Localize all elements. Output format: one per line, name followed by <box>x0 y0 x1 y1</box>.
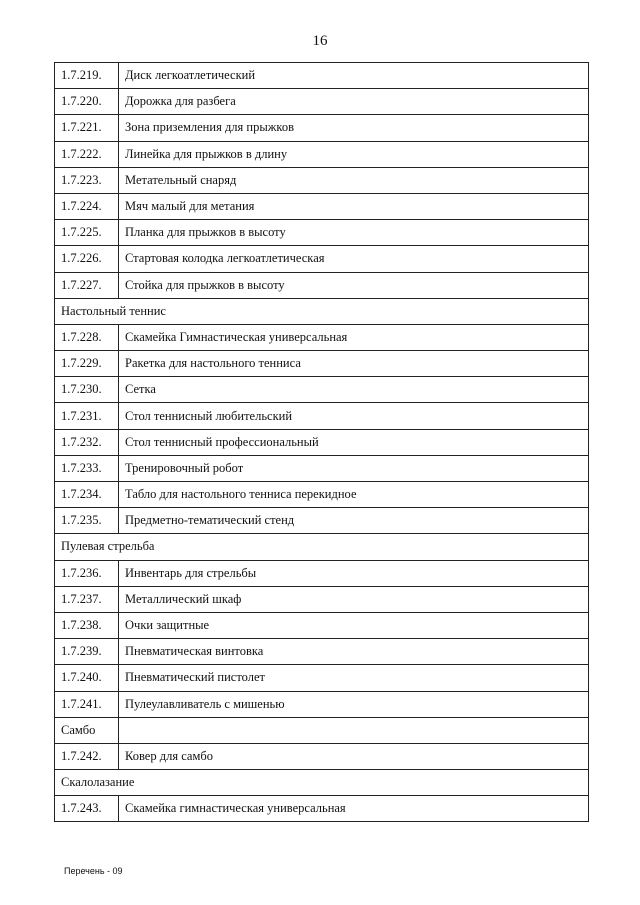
empty-cell <box>119 717 589 743</box>
item-name: Стол теннисный профессиональный <box>119 429 589 455</box>
item-name: Стол теннисный любительский <box>119 403 589 429</box>
item-name: Инвентарь для стрельбы <box>119 560 589 586</box>
table-row <box>55 691 589 717</box>
item-name: Пневматическая винтовка <box>119 639 589 665</box>
item-number: 1.7.239. <box>55 639 119 665</box>
item-number: 1.7.234. <box>55 482 119 508</box>
item-name: Тренировочный робот <box>119 455 589 481</box>
item-name: Линейка для прыжков в длину <box>119 141 589 167</box>
item-name: Мяч малый для метания <box>119 193 589 219</box>
item-number: 1.7.238. <box>55 612 119 638</box>
table-row <box>55 115 589 141</box>
section-header-row <box>55 534 589 560</box>
item-number: 1.7.220. <box>55 89 119 115</box>
item-name: Ракетка для настольного тенниса <box>119 351 589 377</box>
page-number: 16 <box>312 33 328 49</box>
item-number: 1.7.219. <box>55 63 119 89</box>
item-name: Ковер для самбо <box>119 743 589 769</box>
section-title: Скалолазание <box>55 770 589 796</box>
item-name: Диск легкоатлетический <box>119 63 589 89</box>
table-row <box>55 193 589 219</box>
item-name: Очки защитные <box>119 612 589 638</box>
item-name: Табло для настольного тенниса перекидное <box>119 482 589 508</box>
item-number: 1.7.222. <box>55 141 119 167</box>
item-number: 1.7.230. <box>55 377 119 403</box>
item-name: Скамейка гимнастическая универсальная <box>119 796 589 822</box>
table-row <box>55 455 589 481</box>
item-number: 1.7.236. <box>55 560 119 586</box>
section-header-row <box>55 770 589 796</box>
section-title: Самбо <box>55 717 119 743</box>
item-number: 1.7.227. <box>55 272 119 298</box>
item-number: 1.7.243. <box>55 796 119 822</box>
item-name: Скамейка Гимнастическая универсальная <box>119 324 589 350</box>
item-number: 1.7.228. <box>55 324 119 350</box>
table-row <box>55 377 589 403</box>
table-row <box>55 429 589 455</box>
table-row <box>55 796 589 822</box>
table-row <box>55 324 589 350</box>
item-number: 1.7.235. <box>55 508 119 534</box>
item-name: Сетка <box>119 377 589 403</box>
table-row <box>55 560 589 586</box>
table-row <box>55 508 589 534</box>
item-name: Планка для прыжков в высоту <box>119 220 589 246</box>
table-body <box>55 63 589 822</box>
table-row <box>55 612 589 638</box>
item-name: Металлический шкаф <box>119 586 589 612</box>
table-row <box>55 246 589 272</box>
item-name: Стартовая колодка легкоатлетическая <box>119 246 589 272</box>
item-number: 1.7.232. <box>55 429 119 455</box>
table-row <box>55 220 589 246</box>
item-number: 1.7.231. <box>55 403 119 429</box>
section-title: Пулевая стрельба <box>55 534 589 560</box>
item-number: 1.7.224. <box>55 193 119 219</box>
table-row <box>55 482 589 508</box>
table-row <box>55 351 589 377</box>
table-row <box>55 272 589 298</box>
section-header-row <box>55 717 589 743</box>
table-row <box>55 63 589 89</box>
table-row <box>55 167 589 193</box>
table-row <box>55 403 589 429</box>
table-row <box>55 586 589 612</box>
item-name: Стойка для прыжков в высоту <box>119 272 589 298</box>
item-number: 1.7.240. <box>55 665 119 691</box>
item-number: 1.7.241. <box>55 691 119 717</box>
table-row <box>55 141 589 167</box>
item-name: Пневматический пистолет <box>119 665 589 691</box>
table-row <box>55 665 589 691</box>
equipment-table <box>54 62 589 822</box>
item-name: Предметно-тематический стенд <box>119 508 589 534</box>
item-number: 1.7.242. <box>55 743 119 769</box>
item-number: 1.7.229. <box>55 351 119 377</box>
table-row <box>55 639 589 665</box>
item-number: 1.7.223. <box>55 167 119 193</box>
section-header-row <box>55 298 589 324</box>
item-number: 1.7.225. <box>55 220 119 246</box>
item-number: 1.7.237. <box>55 586 119 612</box>
item-name: Дорожка для разбега <box>119 89 589 115</box>
item-name: Пулеулавливатель с мишенью <box>119 691 589 717</box>
item-name: Зона приземления для прыжков <box>119 115 589 141</box>
footer-note: Перечень - 09 <box>64 866 123 876</box>
item-name: Метательный снаряд <box>119 167 589 193</box>
section-title: Настольный теннис <box>55 298 589 324</box>
table-row <box>55 89 589 115</box>
item-number: 1.7.233. <box>55 455 119 481</box>
item-number: 1.7.226. <box>55 246 119 272</box>
table-row <box>55 743 589 769</box>
item-number: 1.7.221. <box>55 115 119 141</box>
